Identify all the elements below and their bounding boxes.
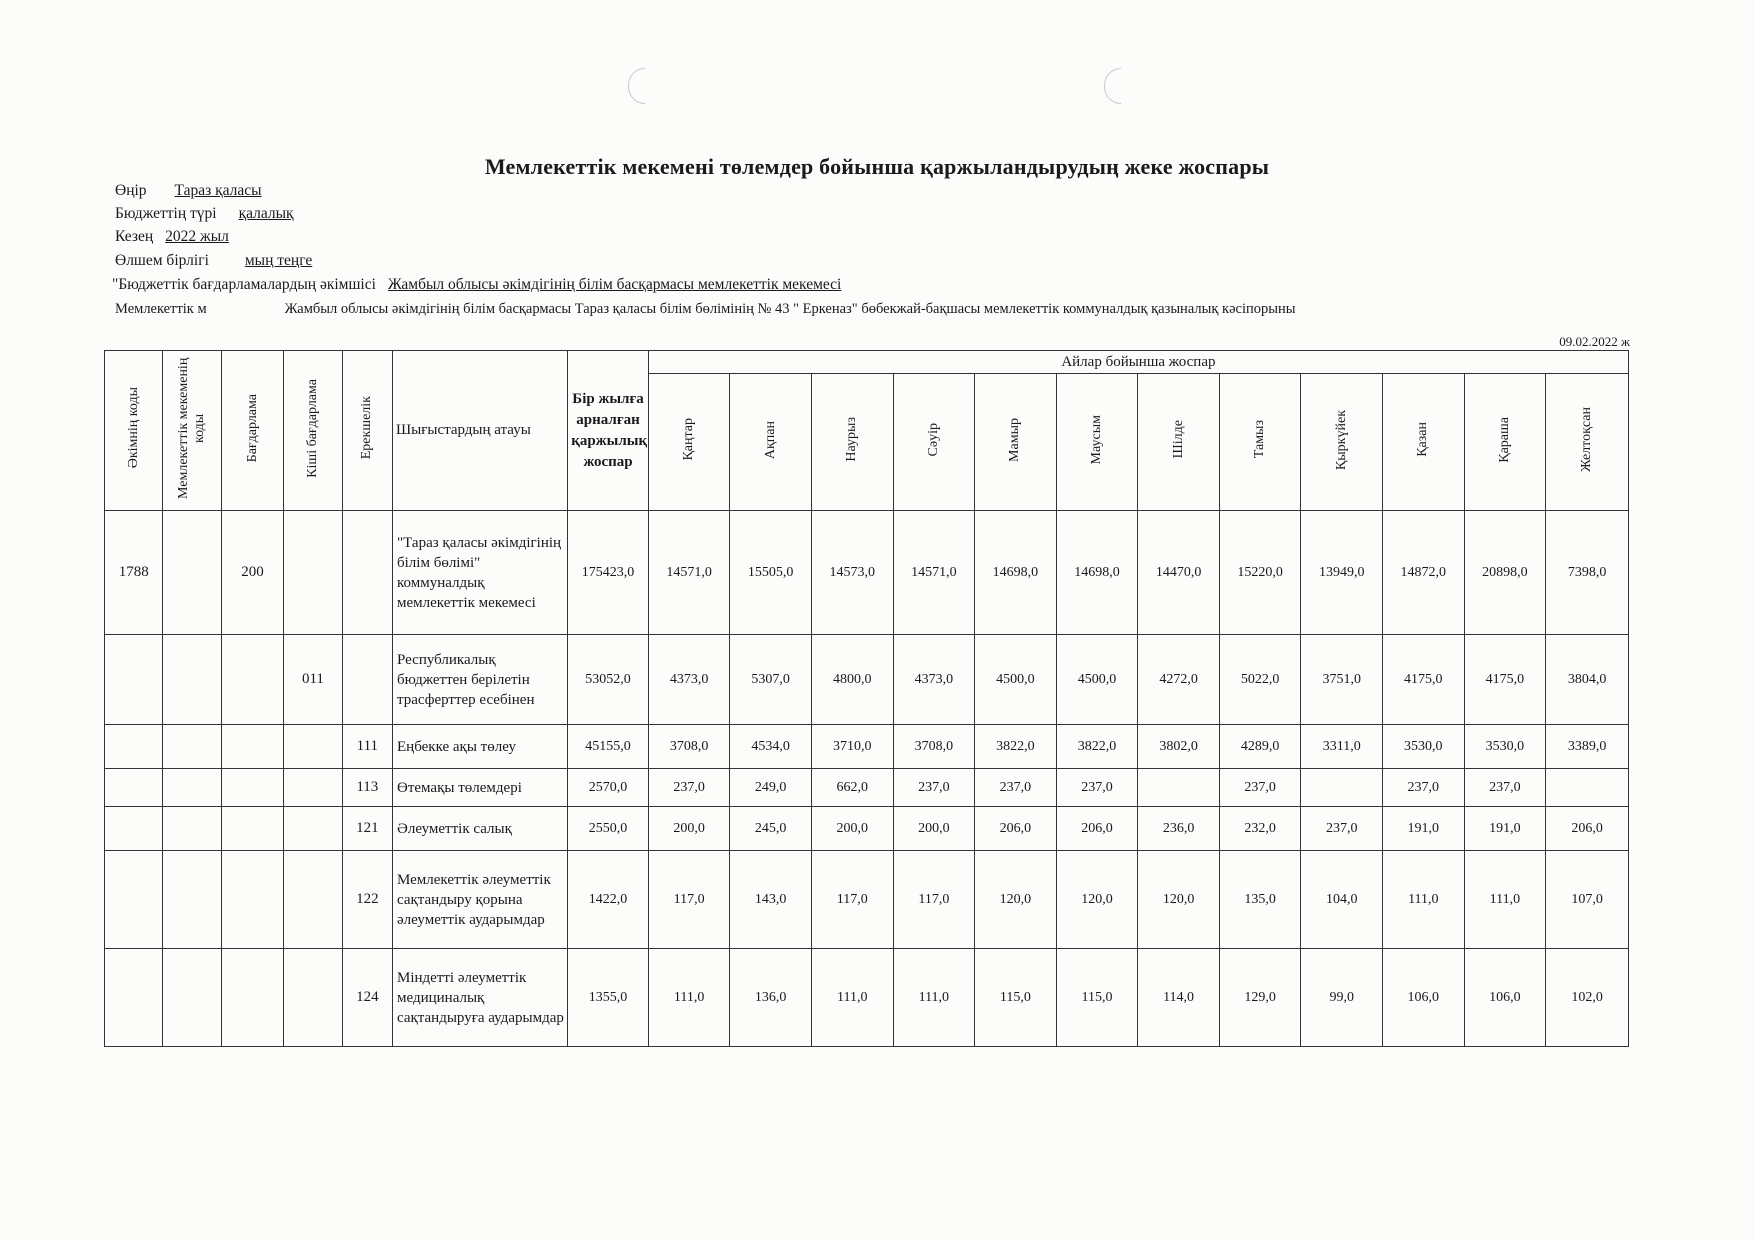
cell-month-value: 206,0 [1546,807,1629,851]
cell-akim-code [105,807,163,851]
cell-month-value: 4534,0 [730,725,812,769]
cell-akim-code [105,635,163,725]
cell-month-value: 14470,0 [1138,511,1220,635]
cell-month-value: 14698,0 [1056,511,1138,635]
cell-subprogram [284,851,342,949]
cell-month-value [1546,769,1629,807]
cell-month-value: 111,0 [811,949,893,1047]
cell-month-value: 237,0 [648,769,730,807]
cell-month-value: 136,0 [730,949,812,1047]
header-month: Ақпан [730,374,812,511]
meta-region: Өңір Тараз қаласы [115,182,262,199]
cell-month-value: 4373,0 [893,635,975,725]
cell-expense-name: Міндетті әлеуметтік медициналық сақтандыруға аударымдар [393,949,568,1047]
cell-month-value: 135,0 [1219,851,1301,949]
cell-month-value: 99,0 [1301,949,1383,1047]
cell-expense-name: Мемлекеттік әлеуметтік сақтандыру қорына әлеуметтік аударымдар [393,851,568,949]
cell-annual-plan: 2570,0 [568,769,649,807]
cell-month-value: 3708,0 [648,725,730,769]
header-institution-code: Мемлекеттік мекеменің коды [163,351,221,511]
cell-month-value: 237,0 [975,769,1057,807]
header-month: Тамыз [1219,374,1301,511]
table-row [105,807,1629,851]
cell-month-value: 14571,0 [648,511,730,635]
cell-month-value [1301,769,1383,807]
header-monthly-group: Айлар бойынша жоспар [648,351,1628,374]
cell-month-value: 129,0 [1219,949,1301,1047]
header-month: Қазан [1383,374,1465,511]
cell-expense-name: Республикалық бюджеттен берілетін трасферттер есебінен [393,635,568,725]
header-month: Мамыр [975,374,1057,511]
cell-month-value: 4800,0 [811,635,893,725]
cell-month-value: 3751,0 [1301,635,1383,725]
cell-specific: 121 [342,807,392,851]
cell-akim-code [105,851,163,949]
cell-month-value: 4373,0 [648,635,730,725]
cell-annual-plan: 1355,0 [568,949,649,1047]
cell-month-value: 143,0 [730,851,812,949]
cell-month-value: 120,0 [975,851,1057,949]
header-month: Сәуір [893,374,975,511]
cell-month-value: 237,0 [1464,769,1546,807]
cell-month-value: 3530,0 [1383,725,1465,769]
cell-month-value: 111,0 [893,949,975,1047]
cell-akim-code [105,769,163,807]
cell-subprogram [284,949,342,1047]
punch-hole-left [628,68,645,104]
cell-month-value: 14573,0 [811,511,893,635]
cell-month-value: 111,0 [1464,851,1546,949]
cell-annual-plan: 175423,0 [568,511,649,635]
cell-subprogram [284,725,342,769]
cell-month-value: 107,0 [1546,851,1629,949]
cell-program [221,725,283,769]
cell-month-value: 237,0 [1301,807,1383,851]
cell-month-value: 206,0 [1056,807,1138,851]
cell-program [221,949,283,1047]
cell-institution-code [163,725,221,769]
cell-specific: 122 [342,851,392,949]
cell-month-value: 200,0 [811,807,893,851]
cell-expense-name: Әлеуметтік салық [393,807,568,851]
cell-month-value: 104,0 [1301,851,1383,949]
cell-month-value: 237,0 [1219,769,1301,807]
cell-annual-plan: 45155,0 [568,725,649,769]
cell-month-value: 236,0 [1138,807,1220,851]
cell-month-value: 106,0 [1464,949,1546,1047]
cell-subprogram [284,511,342,635]
header-program: Бағдарлама [221,351,283,511]
cell-month-value: 237,0 [893,769,975,807]
cell-subprogram: 011 [284,635,342,725]
cell-month-value: 14571,0 [893,511,975,635]
cell-institution-code [163,807,221,851]
cell-specific [342,511,392,635]
table-row [105,769,1629,807]
cell-month-value: 4289,0 [1219,725,1301,769]
cell-akim-code [105,949,163,1047]
cell-expense-name: Өтемақы төлемдері [393,769,568,807]
cell-institution-code [163,949,221,1047]
meta-period: Кезең 2022 жыл [115,228,229,245]
cell-subprogram [284,807,342,851]
cell-month-value: 20898,0 [1464,511,1546,635]
cell-specific: 111 [342,725,392,769]
header-month: Желтоқсан [1546,374,1629,511]
cell-month-value: 102,0 [1546,949,1629,1047]
cell-month-value: 3822,0 [1056,725,1138,769]
cell-specific: 113 [342,769,392,807]
cell-month-value: 3802,0 [1138,725,1220,769]
meta-admin: "Бюджеттік бағдарламалардың әкімшісі Жамбыл облысы әкімдігінің білім басқармасы мемлекеттік мекемесі [112,276,842,293]
cell-month-value: 5022,0 [1219,635,1301,725]
cell-month-value: 4500,0 [975,635,1057,725]
cell-month-value: 237,0 [1383,769,1465,807]
cell-month-value: 114,0 [1138,949,1220,1047]
cell-institution-code [163,851,221,949]
cell-month-value: 106,0 [1383,949,1465,1047]
cell-month-value: 3530,0 [1464,725,1546,769]
cell-month-value: 13949,0 [1301,511,1383,635]
cell-month-value: 14872,0 [1383,511,1465,635]
cell-month-value: 3708,0 [893,725,975,769]
cell-month-value: 3822,0 [975,725,1057,769]
cell-month-value: 3311,0 [1301,725,1383,769]
financing-plan-table [104,350,1629,1047]
cell-specific [342,635,392,725]
header-annual-plan: Бір жылға арналған қаржылық жоспар [568,351,649,511]
cell-institution-code [163,511,221,635]
cell-month-value: 4272,0 [1138,635,1220,725]
cell-month-value: 3710,0 [811,725,893,769]
cell-annual-plan: 53052,0 [568,635,649,725]
header-expense-name: Шығыстардың атауы [393,351,568,511]
header-month: Қыркүйек [1301,374,1383,511]
cell-month-value: 3804,0 [1546,635,1629,725]
cell-month-value: 232,0 [1219,807,1301,851]
cell-akim-code [105,725,163,769]
header-month: Қараша [1464,374,1546,511]
cell-program [221,807,283,851]
cell-month-value: 245,0 [730,807,812,851]
cell-month-value: 117,0 [648,851,730,949]
header-month: Шілде [1138,374,1220,511]
cell-month-value: 662,0 [811,769,893,807]
cell-month-value: 206,0 [975,807,1057,851]
cell-month-value: 15220,0 [1219,511,1301,635]
table-row [105,851,1629,949]
page-title: Мемлекеттік мекемені төлемдер бойынша қаржыландырудың жеке жоспары [484,154,1270,179]
table-row [105,635,1629,725]
cell-month-value: 249,0 [730,769,812,807]
cell-month-value: 120,0 [1138,851,1220,949]
meta-budget-type: Бюджеттің түрі қалалық [115,205,294,222]
table-row [105,949,1629,1047]
cell-month-value: 5307,0 [730,635,812,725]
cell-month-value: 111,0 [1383,851,1465,949]
cell-month-value: 237,0 [1056,769,1138,807]
header-subprogram: Кіші бағдарлама [284,351,342,511]
cell-month-value: 191,0 [1464,807,1546,851]
cell-month-value: 191,0 [1383,807,1465,851]
cell-month-value: 200,0 [648,807,730,851]
cell-akim-code: 1788 [105,511,163,635]
cell-month-value: 115,0 [1056,949,1138,1047]
header-month: Қаңтар [648,374,730,511]
cell-annual-plan: 2550,0 [568,807,649,851]
cell-month-value: 4175,0 [1464,635,1546,725]
cell-expense-name: "Тараз қаласы әкімдігінің білім бөлімі" коммуналдық мемлекеттік мекемесі [393,511,568,635]
cell-program [221,635,283,725]
cell-institution-code [163,769,221,807]
cell-month-value: 15505,0 [730,511,812,635]
header-month: Наурыз [811,374,893,511]
cell-month-value: 117,0 [893,851,975,949]
header-specific: Ерекшелік [342,351,392,511]
cell-specific: 124 [342,949,392,1047]
meta-institution: Мемлекеттік м Жамбыл облысы әкімдігінің білім басқармасы Тараз қаласы білім бөлімінің № 43 " Еркеназ" бөбекжай-бақшасы мемлекеттік коммуналдық қазыналық кәсіпорыны [115,301,1296,317]
header-month: Маусым [1056,374,1138,511]
cell-expense-name: Еңбекке ақы төлеу [393,725,568,769]
cell-month-value: 111,0 [648,949,730,1047]
cell-month-value: 14698,0 [975,511,1057,635]
cell-program [221,769,283,807]
cell-program [221,851,283,949]
table-row [105,511,1629,635]
table-row [105,725,1629,769]
document-date: 09.02.2022 ж [1559,334,1630,349]
cell-subprogram [284,769,342,807]
cell-month-value: 4500,0 [1056,635,1138,725]
cell-month-value [1138,769,1220,807]
cell-program: 200 [221,511,283,635]
cell-annual-plan: 1422,0 [568,851,649,949]
meta-unit: Өлшем бірлігі мың теңге [115,252,313,269]
cell-month-value: 4175,0 [1383,635,1465,725]
punch-hole-right [1104,68,1121,104]
cell-month-value: 117,0 [811,851,893,949]
cell-month-value: 115,0 [975,949,1057,1047]
cell-month-value: 7398,0 [1546,511,1629,635]
cell-institution-code [163,635,221,725]
cell-month-value: 3389,0 [1546,725,1629,769]
header-akim-code: Әкімнің коды [105,351,163,511]
cell-month-value: 200,0 [893,807,975,851]
cell-month-value: 120,0 [1056,851,1138,949]
